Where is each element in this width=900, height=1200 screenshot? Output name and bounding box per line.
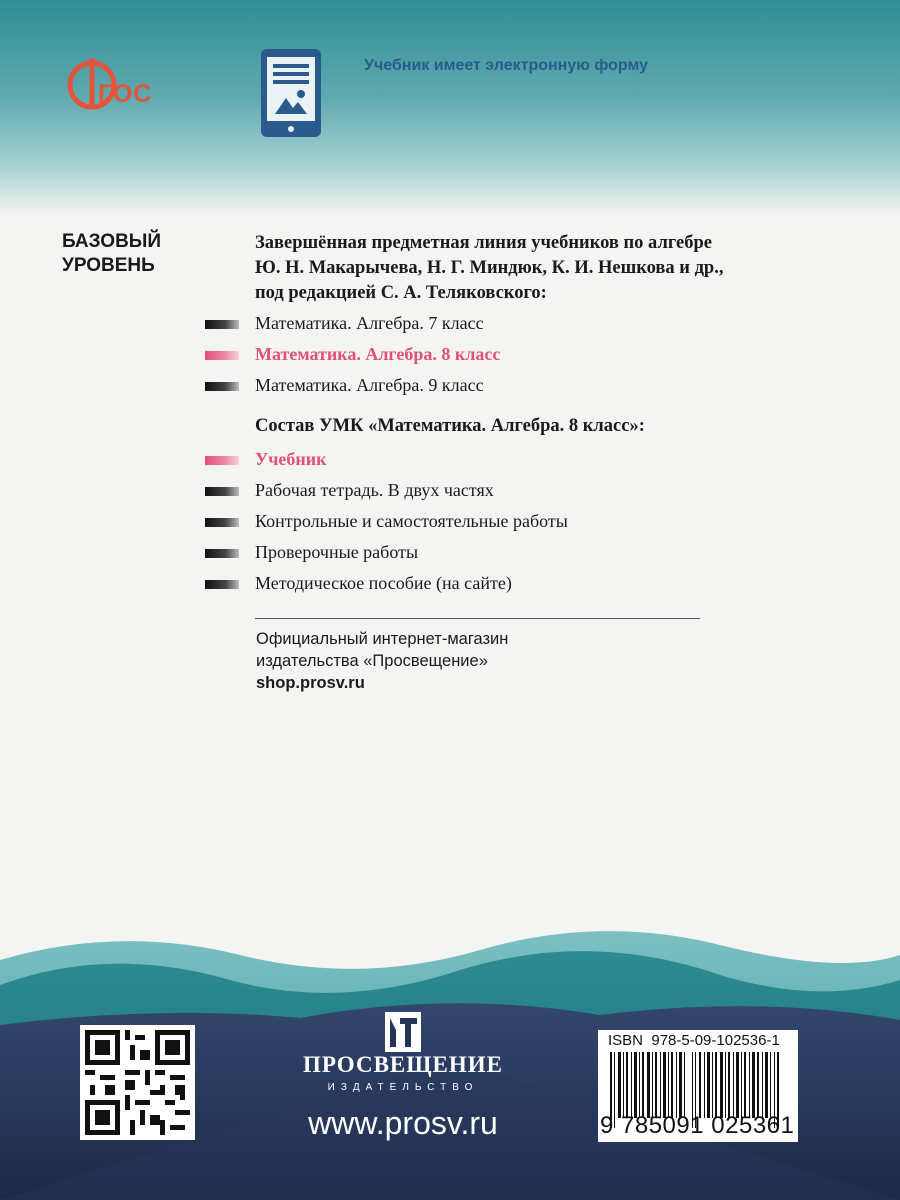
book-title: Математика. Алгебра. 9 класс [255,375,484,395]
bullet-marker [205,580,239,589]
publisher-name: ПРОСВЕЩЕНИЕ [303,1052,503,1077]
shop-info [256,628,508,694]
list-item [205,475,825,506]
bullet-marker [205,518,239,527]
eform-caption: Учебник имеет электронную форму [364,57,648,74]
level-line: БАЗОВЫЙ [62,231,162,252]
umk-list [205,444,825,599]
isbn-label: ISBN [608,1032,644,1049]
shop-line: Официальный интернет-магазин [256,630,509,648]
publisher-site-link[interactable]: www.prosv.ru [308,1105,498,1141]
bullet-marker [205,549,239,558]
list-item [205,568,825,599]
book-title: Математика. Алгебра. 8 класс [255,344,501,364]
book-title: Математика. Алгебра. 7 класс [255,313,484,333]
list-item [205,339,825,370]
qr-code[interactable] [80,1025,195,1140]
bullet-marker [205,456,239,465]
intro-line: Завершённая предметная линия учебников по алгебре [255,233,712,253]
umk-title: Состав УМК «Математика. Алгебра. 8 класс»: [255,416,645,436]
list-item [205,537,825,568]
books-list [205,308,825,401]
shop-url[interactable]: shop.prosv.ru [256,674,365,692]
shop-line: издательства «Просвещение» [256,652,488,670]
bullet-marker [205,382,239,391]
publisher-subtitle: ИЗДАТЕЛЬСТВО [327,1082,479,1093]
series-intro [255,231,815,306]
umk-item: Учебник [255,449,327,469]
fgos-logo-text: ГОС [98,80,153,108]
intro-line: под редакцией С. А. Теляковского: [255,283,547,303]
umk-item: Проверочные работы [255,542,419,562]
isbn-number: 978-5-09-102536-1 [651,1032,780,1049]
list-item [205,308,825,339]
tablet-icon [260,48,322,138]
divider [255,618,700,619]
bullet-marker [205,351,239,360]
level-label [62,230,161,278]
umk-item: Контрольные и самостоятельные работы [255,511,568,531]
list-item [205,506,825,537]
isbn-text [608,1032,780,1049]
bullet-marker [205,487,239,496]
umk-item: Рабочая тетрадь. В двух частях [255,480,494,500]
barcode-digits: 9 785091 025361 [600,1112,795,1139]
level-line: УРОВЕНЬ [62,255,155,276]
list-item [205,444,825,475]
list-item [205,370,825,401]
intro-line: Ю. Н. Макарычева, Н. Г. Миндюк, К. И. Нешкова и др., [255,258,724,278]
umk-item: Методическое пособие (на сайте) [255,573,512,593]
publisher-logo-icon [293,1010,513,1090]
bullet-marker [205,320,239,329]
